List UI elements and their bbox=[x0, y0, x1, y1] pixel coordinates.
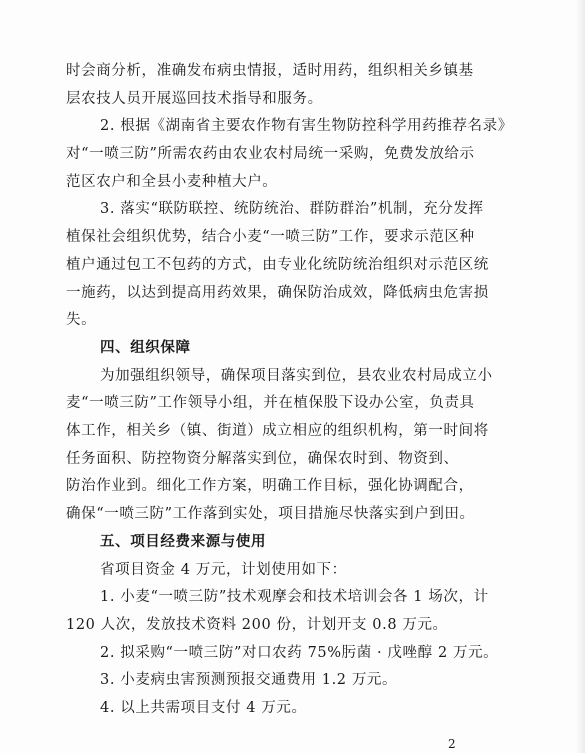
text-line: 4. 以上共需项目支付 4 万元。 bbox=[100, 700, 307, 716]
text-line: 3. 小麦病虫害预测预报交通费用 1.2 万元。 bbox=[100, 672, 398, 688]
text-line: 层农技人员开展巡回技术指导和服务。 bbox=[66, 91, 323, 107]
page-number: 2 bbox=[448, 737, 456, 751]
text-line: 1. 小麦“一喷三防”技术观摩会和技术培训会各 1 场次，计 bbox=[100, 589, 489, 605]
text-line: 任务面积、防控物资分解落实到位，确保农时到、物资到、 bbox=[66, 451, 459, 467]
text-line: 2. 根据《湖南省主要农作物有害生物防控科学用药推荐名录》 bbox=[100, 118, 513, 134]
text-line: 一施药，以达到提高用药效果，确保防治成效，降低病虫危害损 bbox=[66, 285, 489, 301]
text-line: 120 人次，发放技术资料 200 份，计划开支 0.8 万元。 bbox=[66, 617, 448, 633]
text-line: 3. 落实“联防联控、统防统治、群防群治”机制，充分发挥 bbox=[100, 201, 484, 217]
text-line: 为加强组织领导，确保项目落实到位，县农业农村局成立小 bbox=[100, 368, 493, 384]
text-line: 失。 bbox=[66, 312, 97, 328]
section-heading-funding: 五、项目经费来源与使用 bbox=[100, 534, 267, 550]
text-line: 麦“一喷三防”工作领导小组，并在植保股下设办公室，负责具 bbox=[66, 395, 475, 411]
text-line: 对“一喷三防”所需农药由农业农村局统一采购，免费发放给示 bbox=[66, 146, 475, 162]
page-edge-shadow bbox=[575, 0, 585, 753]
text-line: 2. 拟采购“一喷三防”对口农药 75%肟菌 · 戊唑醇 2 万元。 bbox=[100, 645, 499, 661]
section-heading-organization: 四、组织保障 bbox=[100, 340, 191, 356]
text-line: 时会商分析，准确发布病虫情报，适时用药，组织相关乡镇基 bbox=[66, 63, 474, 79]
text-line: 植保社会组织优势，结合小麦“一喷三防”工作，要求示范区种 bbox=[66, 229, 475, 245]
text-line: 体工作，相关乡（镇、街道）成立相应的组织机构，第一时间将 bbox=[66, 423, 489, 439]
text-line: 防治作业到。细化工作方案，明确工作目标，强化协调配合， bbox=[66, 478, 474, 494]
text-line: 植户通过包工不包药的方式，由专业化统防统治组织对示范区统 bbox=[66, 257, 489, 273]
text-line: 省项目资金 4 万元，计划使用如下： bbox=[100, 562, 347, 578]
text-line: 范区农户和全县小麦种植大户。 bbox=[66, 174, 278, 190]
text-line: 确保“一喷三防”工作落到实处，项目措施尽快落实到户到田。 bbox=[66, 506, 475, 522]
